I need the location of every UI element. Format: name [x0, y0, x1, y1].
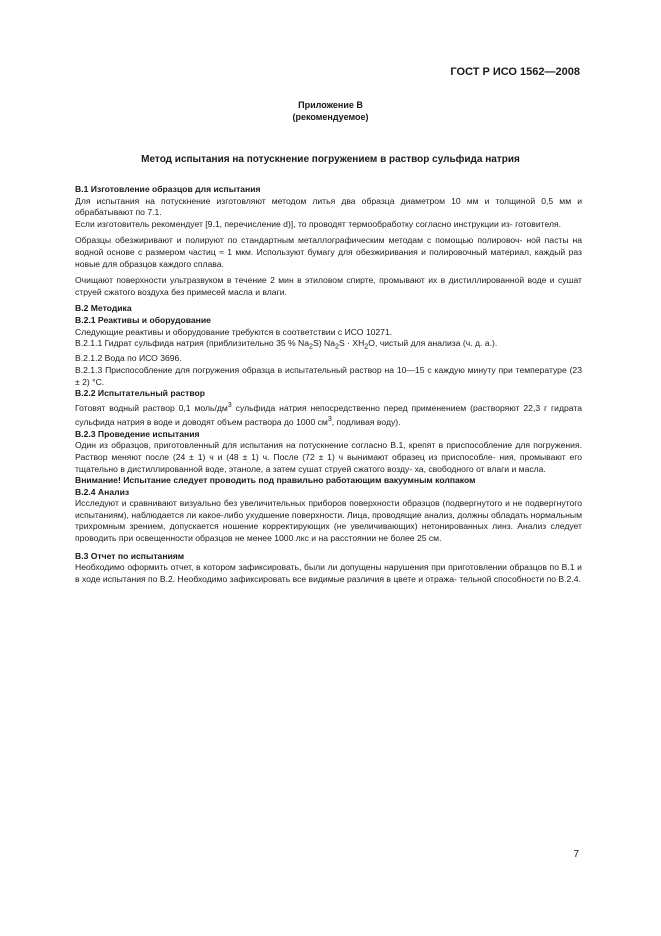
b211-sub-3: 2 [364, 342, 369, 351]
section-b3-heading: В.3 Отчет по испытаниям [75, 550, 185, 561]
appendix-heading [0, 99, 661, 123]
section-b1-paragraph-4: Очищают поверхности ультразвуком в течение 2 мин в этиловом спирте, промывают их в дистиллированной воде и сушат струей сжатого воздуха без примесей масла и влаги. [75, 275, 582, 297]
section-b211 [75, 338, 582, 353]
standard-number: ГОСТ Р ИСО 1562—2008 [450, 66, 580, 78]
document-body [75, 184, 582, 585]
section-b1-paragraph-1: Для испытания на потускнение изготовляют методом литья два образца диаметром 10 мм и толщиной 0,5 мм и обрабатывают по 7.1. [75, 195, 582, 218]
section-b2-heading: В.2 Методика [75, 303, 132, 314]
section-b1-paragraph-2: Если изготовитель рекомендует [9.1, перечисление d)], то проводят термообработку согласно инструкции из- готовителя. [75, 218, 562, 229]
b211-sub-2: 2 [334, 342, 339, 351]
section-b24-heading: В.2.4 Анализ [75, 486, 130, 497]
section-b22-paragraph [75, 400, 582, 429]
b22-text-a: Готовят водный раствор 0,1 моль/дм [75, 402, 228, 413]
b211-text-c: S · XH [338, 338, 365, 349]
appendix-note: (рекомендуемое) [292, 112, 369, 122]
b22-text-b: сульфида натрия непосредственно перед применением (растворяют 22,3 г гидрата сульфида натрия в воде и доводят объем раствора до 1000 см [75, 402, 582, 428]
b211-text-b: S) Na [313, 338, 335, 349]
section-b213: В.2.1.3 Приспособление для погружения образца в испытательный раствор на 10—15 с каждую минуту при температуре (23 ± 2) °С. [75, 365, 582, 387]
b22-text-c: , подливая воду). [331, 417, 401, 428]
section-b21-heading: В.2.1 Реактивы и оборудование [75, 314, 211, 325]
section-b22-heading: В.2.2 Испытательный раствор [75, 388, 206, 399]
page-number: 7 [573, 849, 579, 860]
section-b21-paragraph: Следующие реактивы и оборудование требуются в соответствии с ИСО 10271. [75, 326, 393, 337]
section-b212: В.2.1.2 Вода по ИСО 3696. [75, 353, 182, 364]
b22-sup-1: 3 [227, 400, 232, 409]
b211-text-a: В.2.1.1 Гидрат сульфида натрия (приблизительно 35 % Na [75, 338, 310, 349]
appendix-label: Приложение В [298, 100, 363, 110]
section-b23-paragraph: Один из образцов, приготовленный для испытания на потускнение согласно В.1, крепят в приспособление для погружения. Раствор меняют после (24 ± 1) ч и (48 ± 1) ч. После (72 ± 1) ч вынимают образец из приспособле- ния, промывают его тщательно в дистиллированной воде, этаноле, а затем сушат струей сжатого возду- ха, свободного от влаги и масла. [75, 440, 582, 474]
safety-warning: Внимание! Испытание следует проводить под правильно работающим вакуумным колпаком [75, 475, 476, 486]
section-b1-heading: В.1 Изготовление образцов для испытания [75, 184, 261, 194]
section-b23-heading: В.2.3 Проведение испытания [75, 428, 200, 439]
section-b3-paragraph: Необходимо оформить отчет, в котором зафиксировать, были ли допущены нарушения при приготовлении образцов по В.1 и в ходе испытания по В.2. Необходимо зафиксировать все видимые различия в цвете и отража- тельной способности по В.2.4. [75, 562, 582, 584]
section-b24-paragraph: Исследуют и сравнивают визуально без увеличительных приборов поверхности образцов (подвергнутого и не подвергнутого испытаниям), наблюдается ли какое-либо ухудшение поверхности. Лица, проводящие анализ, должны обладать нормальным трихромным зрением, допускается ношение корректирующих (не увеличивающих) нетонированных линз. Анализ следует проводить при освещенности образцов не менее 1000 лкс и на расстоянии не более 25 см. [75, 498, 582, 544]
b22-sup-2: 3 [327, 415, 332, 424]
b211-sub-1: 2 [309, 342, 314, 351]
document-title: Метод испытания на потускнение погружением в раствор сульфида натрия [141, 154, 520, 165]
section-b1-paragraph-3: Образцы обезжиривают и полируют по стандартным металлографическим методам с помощью полировоч- ной пасты на водной основе с размером частиц ≈ 1 мкм. Используют бумагу для обезжиривания и полировочный материал, каждый раз новые для образцов каждого сплава. [75, 235, 582, 269]
b211-text-d: O, чистый для анализа (ч. д. а.). [368, 338, 498, 349]
